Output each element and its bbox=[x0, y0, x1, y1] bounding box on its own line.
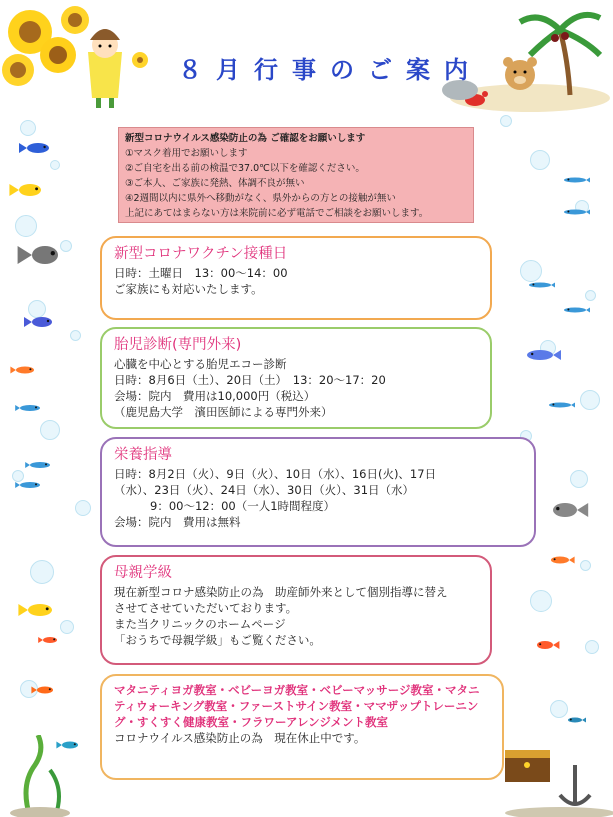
notice-item: ③ご本人、ご家族に発熱、体調不良が無い bbox=[125, 178, 305, 189]
bubble bbox=[20, 120, 36, 136]
bubble bbox=[500, 115, 512, 127]
page-title: ８月行事のご案内 bbox=[178, 56, 482, 84]
section-line: （水）、23日（火）、24日（水）、30日（火）、31日（水） bbox=[114, 483, 415, 497]
notice-item: ②ご自宅を出る前の検温で37.0℃以下を確認ください。 bbox=[125, 163, 365, 174]
bubble bbox=[60, 240, 72, 252]
section-line: 心臓を中心とする胎児エコー診断 bbox=[114, 357, 287, 371]
section-line: また当クリニックのホームページ bbox=[114, 617, 286, 631]
section-line: 「おうちで母親学級」もご覧ください。 bbox=[114, 633, 321, 647]
section-line: ご家族にも対応いたします。 bbox=[114, 282, 263, 296]
covid-notice bbox=[118, 127, 474, 223]
section-line: 会場：院内 費用は10,000円（税込） bbox=[114, 389, 316, 403]
bubble bbox=[40, 420, 60, 440]
bubble bbox=[530, 590, 552, 612]
bubble bbox=[585, 640, 599, 654]
sunflower-icon bbox=[2, 6, 89, 86]
section-title: 新型コロナワクチン接種日 bbox=[114, 246, 288, 262]
class-status: コロナウイルス感染防止の為 現在休止中です。 bbox=[114, 731, 366, 745]
section-title: 栄養指導 bbox=[114, 447, 172, 463]
nutrition-section bbox=[100, 437, 536, 547]
section-title: 母親学級 bbox=[114, 565, 172, 581]
bubble bbox=[585, 290, 596, 301]
bubble bbox=[520, 260, 542, 282]
bubble bbox=[60, 620, 74, 634]
notice-heading: 新型コロナウイルス感染防止の為 ご確認をお願いします bbox=[125, 133, 366, 144]
vaccine-section bbox=[100, 236, 492, 320]
section-line: 日時：8月6日（土）、20日（土） 13：20～17：20 bbox=[114, 373, 386, 387]
fetal-diagnosis-section bbox=[100, 327, 492, 429]
class-list: マタニティヨガ教室・ベビーヨガ教室・ベビーマッサージ教室・マタニティウォーキング教室・ファーストサイン教室・ママザップトレーニング・すくすく健康教室・フラワーアレンジメント教室 bbox=[114, 683, 480, 729]
treasure-chest-icon bbox=[505, 750, 550, 782]
bubble bbox=[50, 160, 60, 170]
bubble bbox=[570, 470, 588, 488]
section-line: 日時：土曜日 13：00～14：00 bbox=[114, 266, 288, 280]
anchor-icon bbox=[560, 765, 590, 805]
notice-item: 上記にあてはまらない方は来院前に必ず電話でご相談をお願いします。 bbox=[125, 208, 429, 219]
notice-item: ④2週間以内に県外へ移動がなく、県外からの方との接触が無い bbox=[125, 193, 396, 204]
seaweed-icon bbox=[26, 735, 41, 817]
bubble bbox=[30, 560, 54, 584]
section-line: 会場：院内 費用は無料 bbox=[114, 515, 241, 529]
sunflower-girl-illustration bbox=[0, 0, 170, 115]
notice-item: ①マスク着用でお願いします bbox=[125, 148, 248, 159]
section-line: 9：00～12：00（一人1時間程度） bbox=[150, 499, 336, 513]
section-line: させてさせていただいております。 bbox=[114, 601, 298, 615]
bubble bbox=[550, 700, 568, 718]
section-title: 胎児診断(専門外来) bbox=[114, 337, 242, 353]
bubble bbox=[75, 500, 91, 516]
bubble bbox=[530, 150, 550, 170]
bubble bbox=[540, 340, 556, 356]
girl-icon bbox=[88, 29, 122, 108]
bubble bbox=[580, 560, 591, 571]
bubble bbox=[580, 390, 600, 410]
section-line: 日時：8月2日（火）、9日（火）、10日（水）、16日(火)、17日 bbox=[114, 467, 437, 481]
section-line: （鹿児島大学 濱田医師による専門外来） bbox=[114, 405, 333, 419]
bubble bbox=[20, 680, 38, 698]
bubble bbox=[12, 470, 24, 482]
bubble bbox=[70, 330, 81, 341]
mothers-class-section bbox=[100, 555, 492, 665]
bubble bbox=[15, 215, 37, 237]
section-line: 現在新型コロナ感染防止の為 助産師外来として個別指導に替え bbox=[114, 585, 448, 599]
bubble bbox=[575, 200, 589, 214]
seabed-illustration bbox=[0, 735, 613, 817]
bubble bbox=[28, 300, 46, 318]
